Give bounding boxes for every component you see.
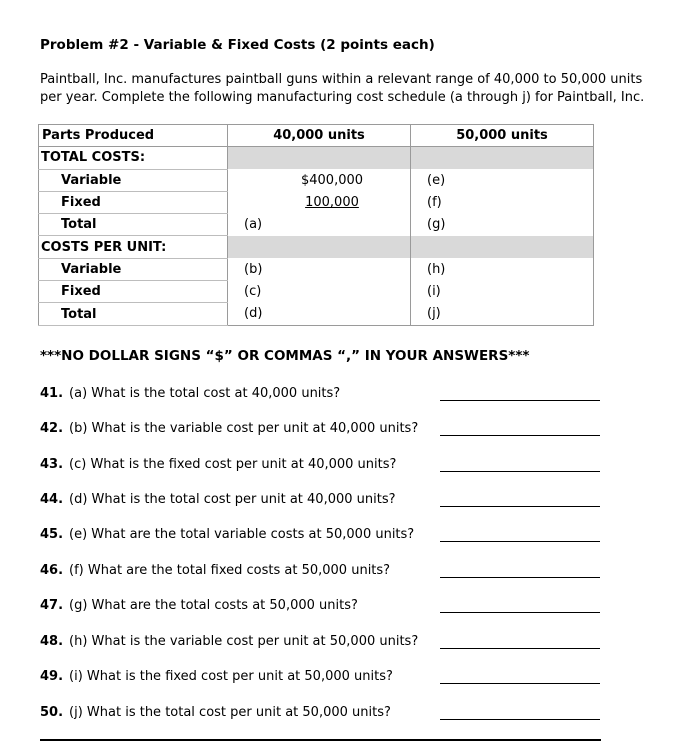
answer-blank-46[interactable] (440, 577, 600, 578)
answer-blank-48[interactable] (440, 648, 600, 649)
pu-variable-50k: (h) (427, 261, 446, 277)
question-number: 47. (40, 598, 64, 613)
question-number: 43. (40, 457, 64, 472)
question-43 (40, 457, 640, 477)
header-50000-units: 50,000 units (411, 125, 594, 147)
pu-variable-row (39, 258, 594, 280)
question-text: (f) What are the total fixed costs at 50,000 units? (69, 563, 391, 578)
answer-blank-45[interactable] (440, 541, 600, 542)
row-label-fixed: Fixed (39, 191, 228, 213)
tc-variable-row (39, 169, 594, 191)
costs-per-unit-section-row (39, 236, 594, 258)
tc-fixed-40k: 100,000 (228, 191, 411, 213)
row-label-total: Total (39, 214, 228, 236)
header-parts-produced: Parts Produced (39, 125, 228, 147)
question-number: 48. (40, 634, 64, 649)
question-42 (40, 421, 640, 441)
shaded-cell (228, 147, 411, 169)
question-text: (d) What is the total cost per unit at 40,000 units? (69, 492, 396, 507)
question-text: (i) What is the fixed cost per unit at 50,000 units? (69, 669, 393, 684)
pu-fixed-50k: (i) (427, 284, 441, 300)
question-45 (40, 527, 640, 547)
tc-total-row (39, 214, 594, 236)
question-text: (h) What is the variable cost per unit at 50,000 units? (69, 634, 419, 649)
question-41 (40, 386, 640, 406)
question-48 (40, 634, 640, 654)
costs-per-unit-label: COSTS PER UNIT: (39, 236, 228, 258)
question-text: (e) What are the total variable costs at 50,000 units? (69, 527, 415, 542)
pu-total-50k: (j) (427, 306, 441, 322)
table-header-row (39, 125, 594, 147)
answer-blank-47[interactable] (440, 612, 600, 613)
tc-variable-50k: (e) (427, 172, 446, 188)
question-text: (j) What is the total cost per unit at 50,000 units? (69, 705, 391, 720)
question-number: 49. (40, 669, 64, 684)
tc-total-40k: (a) (228, 214, 411, 236)
question-number: 45. (40, 527, 64, 542)
question-text: (b) What is the variable cost per unit at 40,000 units? (69, 421, 419, 436)
tc-fixed-row (39, 191, 594, 213)
question-number: 44. (40, 492, 64, 507)
question-44 (40, 492, 640, 512)
pu-fixed-40k: (c) (228, 281, 411, 303)
pu-variable-40k: (b) (228, 258, 411, 280)
problem-title: Problem #2 - Variable & Fixed Costs (2 points each) (40, 37, 435, 53)
problem-intro: Paintball, Inc. manufactures paintball guns within a relevant range of 40,000 to 50,000 units per year. Complete the following manufacturing cost schedule (a through j) for Paintball, Inc. (40, 72, 645, 105)
tc-total-50k: (g) (427, 217, 446, 233)
question-47 (40, 598, 640, 618)
question-50 (40, 705, 640, 725)
question-text: (g) What are the total costs at 50,000 units? (69, 598, 358, 613)
pu-total-40k: (d) (228, 303, 411, 325)
row-label-total: Total (39, 303, 228, 325)
row-label-variable: Variable (39, 258, 228, 280)
question-number: 42. (40, 421, 64, 436)
pu-fixed-row (39, 281, 594, 303)
answer-format-notice: ***NO DOLLAR SIGNS “$” OR COMMAS “,” IN YOUR ANSWERS*** (40, 348, 530, 364)
tc-fixed-50k: (f) (427, 195, 442, 211)
row-label-fixed: Fixed (39, 281, 228, 303)
answer-blank-44[interactable] (440, 506, 600, 507)
shaded-cell (411, 236, 594, 258)
bottom-divider (40, 739, 601, 741)
row-label-variable: Variable (39, 169, 228, 191)
answer-blank-41[interactable] (440, 400, 600, 401)
question-number: 46. (40, 563, 64, 578)
total-costs-label: TOTAL COSTS: (39, 147, 228, 169)
question-number: 50. (40, 705, 64, 720)
answer-blank-42[interactable] (440, 435, 600, 436)
question-46 (40, 563, 640, 583)
question-49 (40, 669, 640, 689)
tc-variable-40k: $400,000 (228, 169, 411, 191)
shaded-cell (228, 236, 411, 258)
header-40000-units: 40,000 units (228, 125, 411, 147)
total-costs-section-row (39, 147, 594, 169)
answer-blank-43[interactable] (440, 471, 600, 472)
pu-total-row (39, 303, 594, 325)
question-number: 41. (40, 386, 64, 401)
answer-blank-50[interactable] (440, 719, 600, 720)
shaded-cell (411, 147, 594, 169)
cost-schedule-table (38, 124, 594, 326)
question-text: (a) What is the total cost at 40,000 units? (69, 386, 341, 401)
question-text: (c) What is the fixed cost per unit at 40,000 units? (69, 457, 397, 472)
answer-blank-49[interactable] (440, 683, 600, 684)
